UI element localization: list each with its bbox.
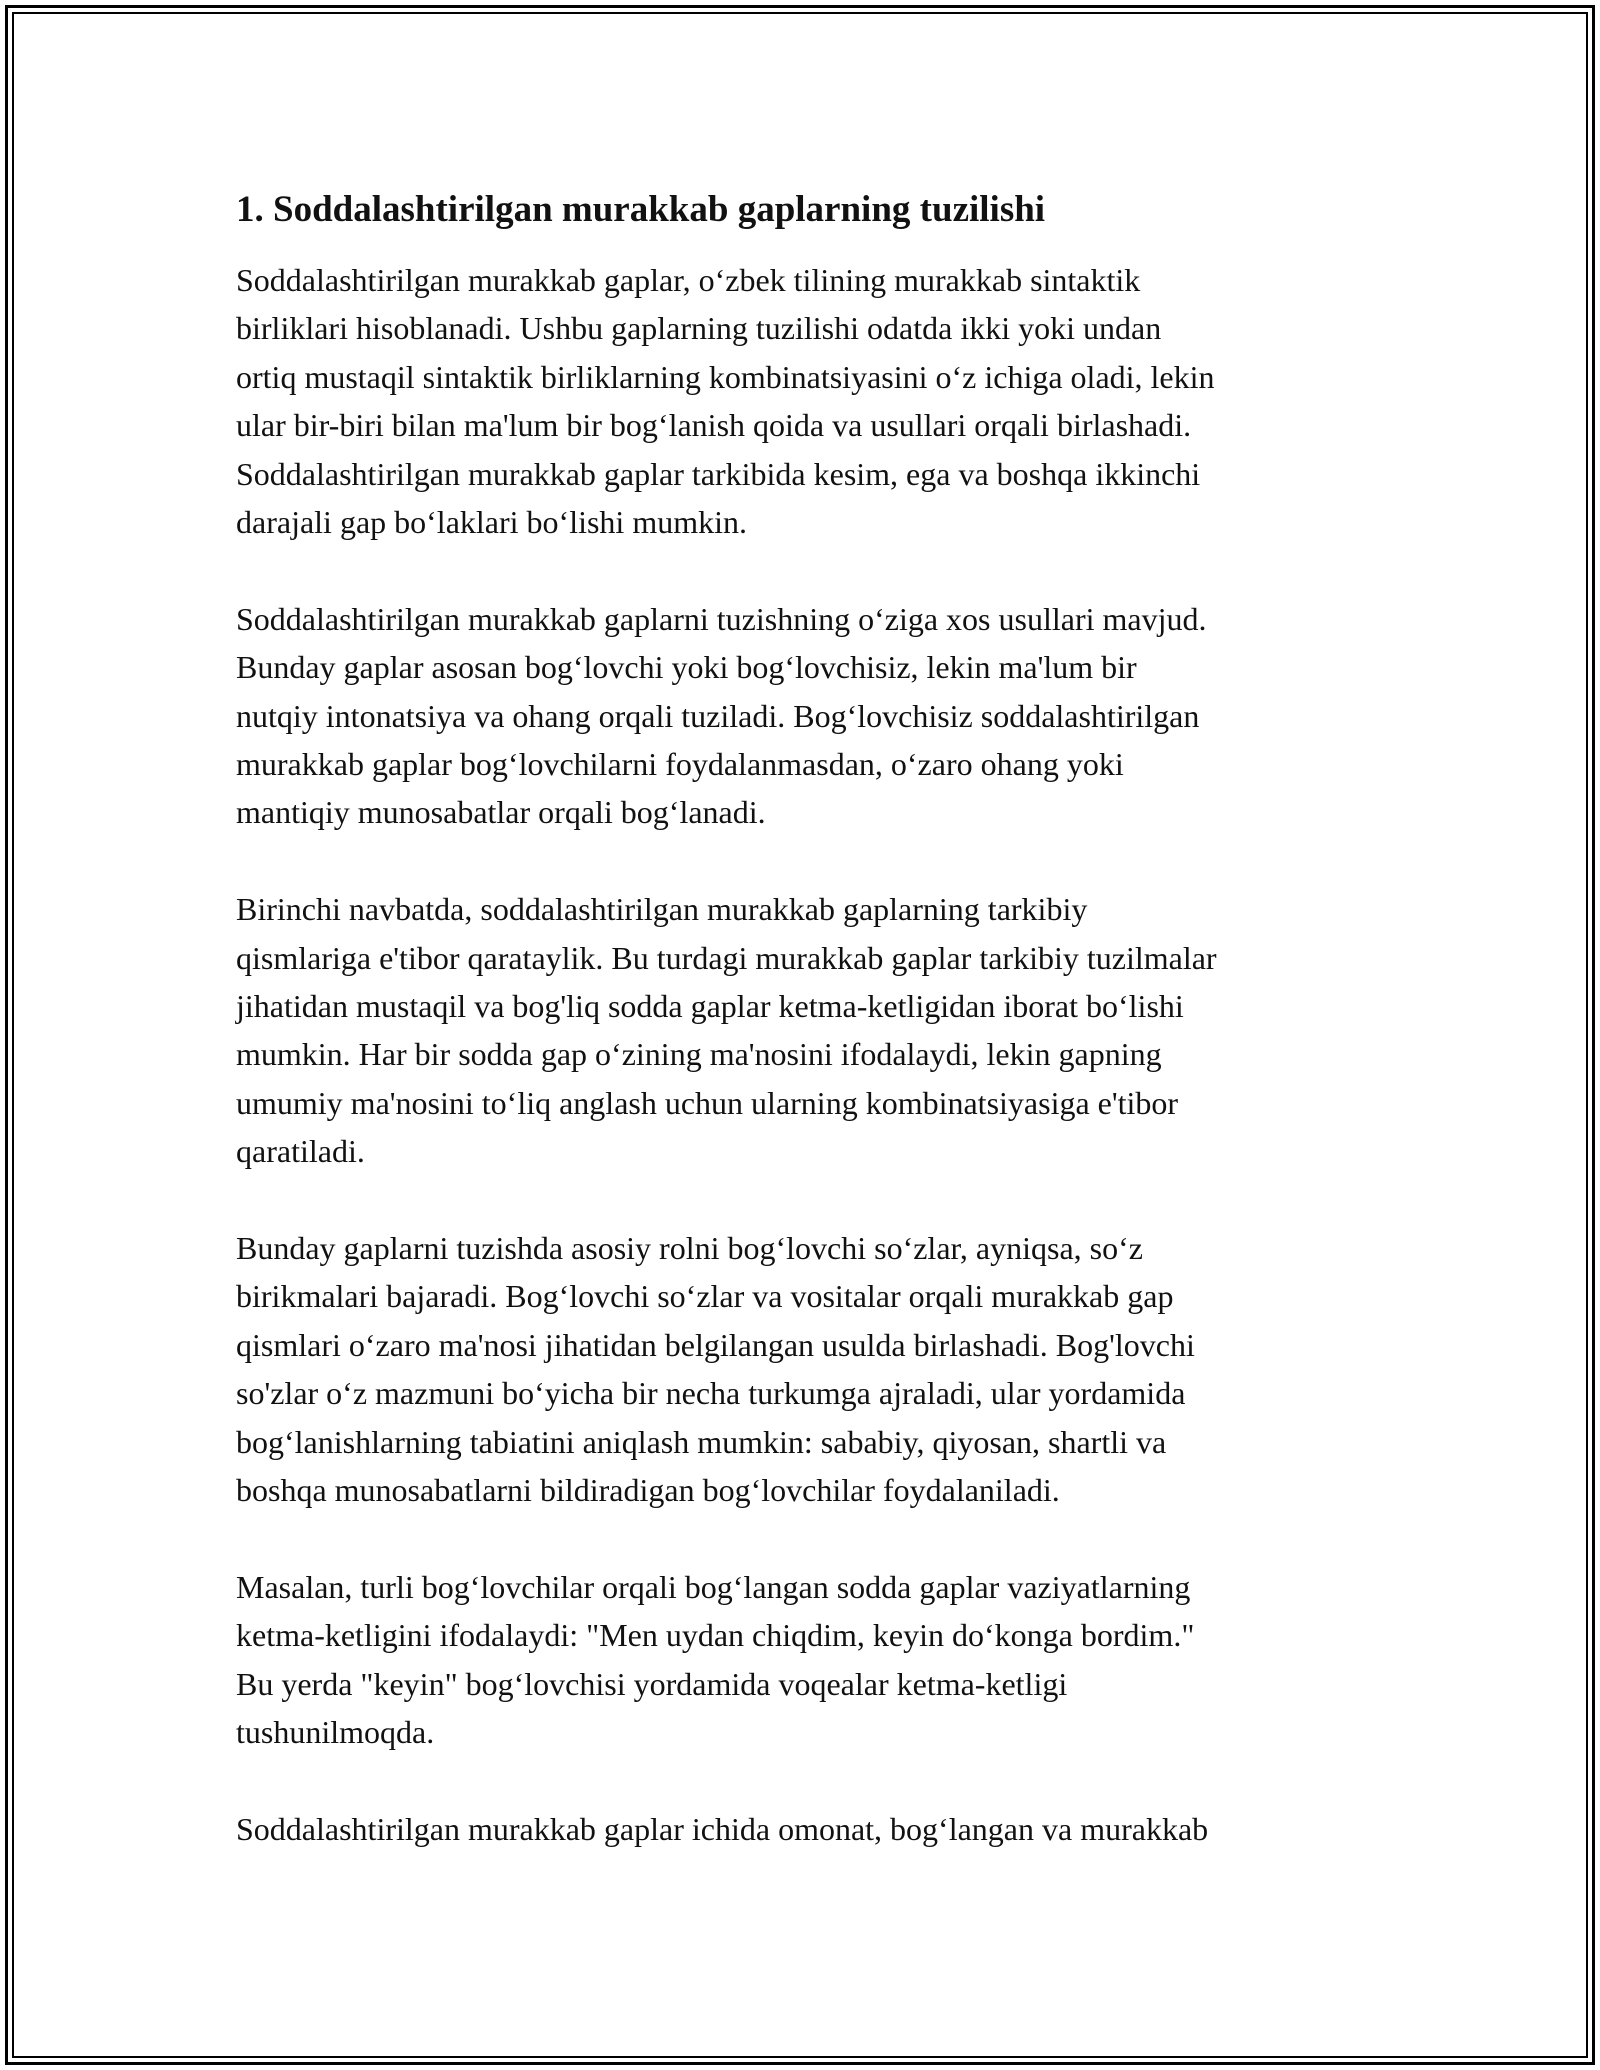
paragraph-line: Soddalashtirilgan murakkab gaplar tarkibida kesim, ega va boshqa ikkinchi	[236, 455, 1201, 492]
paragraph-line: boshqa munosabatlarni bildiradigan bogʻlovchilar foydalaniladi.	[236, 1472, 1060, 1509]
paragraph-line: Soddalashtirilgan murakkab gaplar, oʻzbek tilining murakkab sintaktik	[236, 262, 1141, 298]
paragraph-line: ortiq mustaqil sintaktik birliklarning kombinatsiyasini oʻz ichiga oladi, lekin	[236, 358, 1215, 395]
paragraph-line: qismlariga e'tibor qarataylik. Bu turdagi murakkab gaplar tarkibiy tuzilmalar	[236, 939, 1217, 976]
section-heading: 1. Soddalashtirilgan murakkab gaplarning tuzilishi	[236, 189, 1046, 230]
paragraph-line: tushunilmoqda.	[236, 1714, 435, 1751]
paragraph-line: Soddalashtirilgan murakkab gaplarni tuzishning oʻziga xos usullari mavjud.	[236, 600, 1207, 637]
paragraph-3	[236, 885, 1376, 1175]
paragraph-line: birikmalari bajaradi. Bogʻlovchi soʻzlar va vositalar orqali murakkab gap	[236, 1278, 1174, 1315]
paragraph-line: ketma-ketligini ifodalaydi: "Men uydan chiqdim, keyin doʻkonga bordim."	[236, 1617, 1195, 1654]
paragraph-line: ular bir-biri bilan ma'lum bir bogʻlanish qoida va usullari orqali birlashadi.	[236, 407, 1192, 444]
paragraph-1	[236, 256, 1376, 546]
document-body	[236, 186, 1376, 1853]
paragraph-line: nutqiy intonatsiya va ohang orqali tuziladi. Bogʻlovchisiz soddalashtirilgan	[236, 697, 1200, 734]
paragraph-line: birliklari hisoblanadi. Ushbu gaplarning tuzilishi odatda ikki yoki undan	[236, 310, 1162, 347]
paragraph-line: jihatidan mustaqil va bog'liq sodda gaplar ketma-ketligidan iborat boʻlishi	[236, 988, 1184, 1025]
paragraph-line: Bu yerda "keyin" bogʻlovchisi yordamida voqealar ketma-ketligi	[236, 1665, 1068, 1702]
paragraph-line: darajali gap boʻlaklari boʻlishi mumkin.	[236, 504, 747, 541]
paragraph-line: murakkab gaplar bogʻlovchilarni foydalanmasdan, oʻzaro ohang yoki	[236, 746, 1124, 783]
paragraph-line: qismlari oʻzaro ma'nosi jihatidan belgilangan usulda birlashadi. Bog'lovchi	[236, 1326, 1195, 1363]
paragraph-line: Birinchi navbatda, soddalashtirilgan murakkab gaplarning tarkibiy	[236, 891, 1088, 928]
paragraph-line: Masalan, turli bogʻlovchilar orqali bogʻlangan sodda gaplar vaziyatlarning	[236, 1568, 1191, 1605]
paragraph-line: Bunday gaplarni tuzishda asosiy rolni bogʻlovchi soʻzlar, ayniqsa, soʻz	[236, 1230, 1143, 1267]
paragraph-line: mumkin. Har bir sodda gap oʻzining ma'nosini ifodalaydi, lekin gapning	[236, 1036, 1162, 1073]
paragraph-line: Bunday gaplar asosan bogʻlovchi yoki bogʻlovchisiz, lekin ma'lum bir	[236, 649, 1137, 686]
paragraph-2	[236, 595, 1376, 837]
paragraph-5	[236, 1563, 1376, 1757]
paragraph-line: qaratiladi.	[236, 1133, 365, 1170]
paragraph-line: so'zlar oʻz mazmuni boʻyicha bir necha turkumga ajraladi, ular yordamida	[236, 1375, 1186, 1412]
paragraph-6	[236, 1805, 1376, 1853]
paragraph-line: bogʻlanishlarning tabiatini aniqlash mumkin: sababiy, qiyosan, shartli va	[236, 1423, 1167, 1460]
paragraph-line: Soddalashtirilgan murakkab gaplar ichida omonat, bogʻlangan va murakkab	[236, 1810, 1209, 1847]
paragraph-line: umumiy ma'nosini toʻliq anglash uchun ularning kombinatsiyasiga e'tibor	[236, 1084, 1179, 1121]
paragraph-line: mantiqiy munosabatlar orqali bogʻlanadi.	[236, 794, 766, 831]
paragraph-4	[236, 1224, 1376, 1514]
